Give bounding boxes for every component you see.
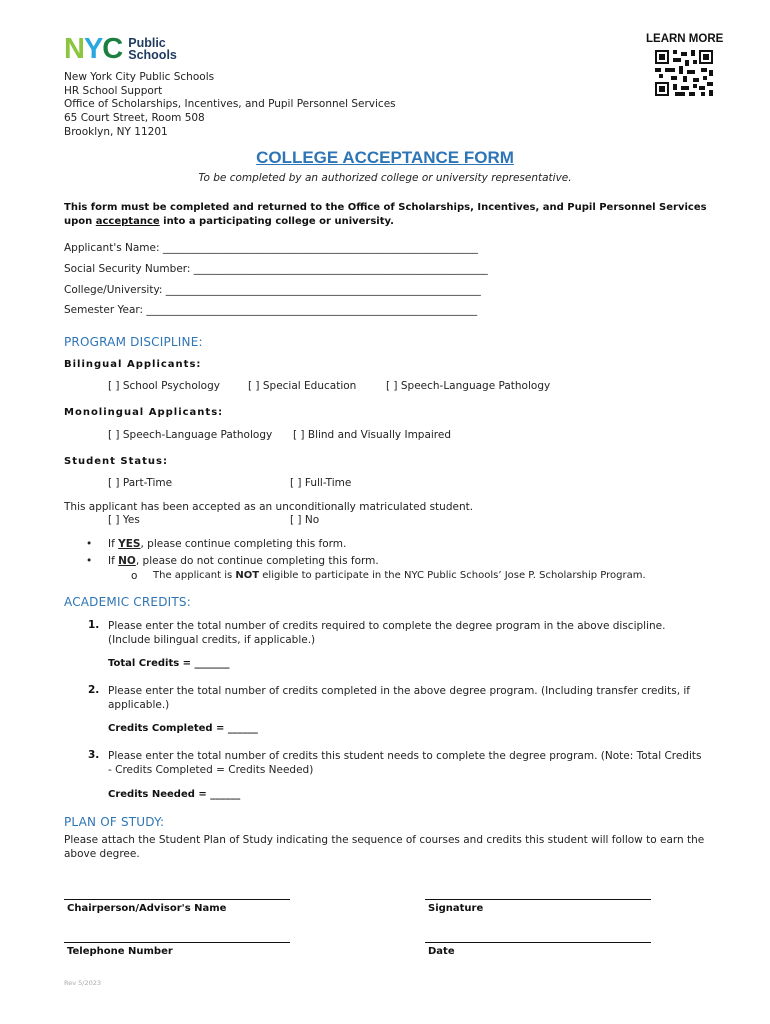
advisor-name-label: Chairperson/Advisor's Name xyxy=(67,903,227,914)
nyc-logo-mark: NYC xyxy=(64,32,123,65)
item-number: 3. xyxy=(88,749,100,761)
monolingual-applicants-label: Monolingual Applicants: xyxy=(64,407,224,418)
address-line: Brooklyn, NY 11201 xyxy=(64,125,168,138)
telephone-label: Telephone Number xyxy=(67,946,173,957)
revision-note: Rev 5/2023 xyxy=(64,979,102,987)
student-status-label: Student Status: xyxy=(64,456,169,467)
checkbox-blind-visually-impaired[interactable]: [ ] Blind and Visually Impaired xyxy=(293,429,452,441)
address-line: HR School Support xyxy=(64,84,163,97)
checkbox-special-education[interactable]: [ ] Special Education xyxy=(248,380,357,392)
date-label: Date xyxy=(428,946,455,957)
credits-needed-field[interactable]: Credits Needed = ______ xyxy=(108,789,241,800)
plan-of-study-text: Please attach the Student Plan of Study indicating the sequence of courses and credits this student will follow to earn the above degree. xyxy=(64,834,705,860)
checkbox-full-time[interactable]: [ ] Full-Time xyxy=(290,477,352,489)
checkbox-no[interactable]: [ ] No xyxy=(290,514,320,526)
instruction-if-no: If NO, please do not continue completing this form. xyxy=(108,555,379,567)
qr-code-icon[interactable] xyxy=(655,50,713,96)
semester-year-field[interactable]: Semester Year: _______________________________________________________________ xyxy=(64,304,478,316)
checkbox-part-time[interactable]: [ ] Part-Time xyxy=(108,477,173,489)
sub-bullet-icon: o xyxy=(131,570,138,582)
item-number: 1. xyxy=(88,619,100,631)
address-line: 65 Court Street, Room 508 xyxy=(64,112,205,125)
signature-line[interactable] xyxy=(425,899,651,900)
bilingual-applicants-label: Bilingual Applicants: xyxy=(64,359,202,370)
checkbox-speech-language-monolingual[interactable]: [ ] Speech-Language Pathology xyxy=(108,429,273,441)
nyc-public-schools-logo xyxy=(64,32,177,65)
bullet-icon: • xyxy=(86,555,93,567)
total-credits-field[interactable]: Total Credits = _______ xyxy=(108,658,230,669)
signature-label: Signature xyxy=(428,903,484,914)
credits-completed-field[interactable]: Credits Completed = ______ xyxy=(108,723,258,734)
applicant-name-field[interactable]: Applicant's Name: ____________________________________________________________ xyxy=(64,242,478,254)
telephone-line[interactable] xyxy=(64,942,290,943)
credits-question-2: Please enter the total number of credits completed in the above degree program. (Including transfer credits, if applicable.) xyxy=(108,685,690,711)
form-title: COLLEGE ACCEPTANCE FORM xyxy=(256,148,514,167)
credits-question-3: Please enter the total number of credits this student needs to complete the degree program. (Note: Total Credits - Credits Completed = Credits Needed) xyxy=(108,750,702,776)
checkbox-speech-language-bilingual[interactable]: [ ] Speech-Language Pathology xyxy=(386,380,551,392)
form-subtitle: To be completed by an authorized college or university representative. xyxy=(198,172,572,184)
logo-text-public: Public xyxy=(128,36,166,50)
academic-credits-heading: ACADEMIC CREDITS: xyxy=(64,595,191,609)
address-line: Office of Scholarships, Incentives, and Pupil Personnel Services xyxy=(64,98,396,111)
program-discipline-heading: PROGRAM DISCIPLINE: xyxy=(64,335,203,349)
office-address xyxy=(64,71,396,140)
not-eligible-note: The applicant is NOT eligible to participate in the NYC Public Schools’ Jose P. Scholarship Program. xyxy=(153,570,646,581)
date-line[interactable] xyxy=(425,942,651,943)
bullet-icon: • xyxy=(86,538,93,550)
credits-question-1: Please enter the total number of credits required to complete the degree program in the above discipline. (Include bilingual credits, if applicable.) xyxy=(108,620,666,646)
advisor-name-line[interactable] xyxy=(64,899,290,900)
form-instructions: This form must be completed and returned to the Office of Scholarships, Incentives, and Pupil Personnel Services upon acceptance into a participating college or university. xyxy=(64,202,707,227)
ssn-field[interactable]: Social Security Number: ________________________________________________________ xyxy=(64,263,488,275)
address-line: New York City Public Schools xyxy=(64,71,215,83)
accepted-statement: This applicant has been accepted as an unconditionally matriculated student. xyxy=(64,501,474,513)
learn-more-label: LEARN MORE xyxy=(646,33,724,45)
instruction-if-yes: If YES, please continue completing this form. xyxy=(108,538,347,550)
logo-text-schools: Schools xyxy=(128,48,177,62)
plan-of-study-heading: PLAN OF STUDY: xyxy=(64,815,165,829)
item-number: 2. xyxy=(88,684,100,696)
checkbox-yes[interactable]: [ ] Yes xyxy=(108,514,140,526)
college-university-field[interactable]: College/University: ____________________________________________________________ xyxy=(64,284,481,296)
checkbox-school-psychology[interactable]: [ ] School Psychology xyxy=(108,380,220,392)
